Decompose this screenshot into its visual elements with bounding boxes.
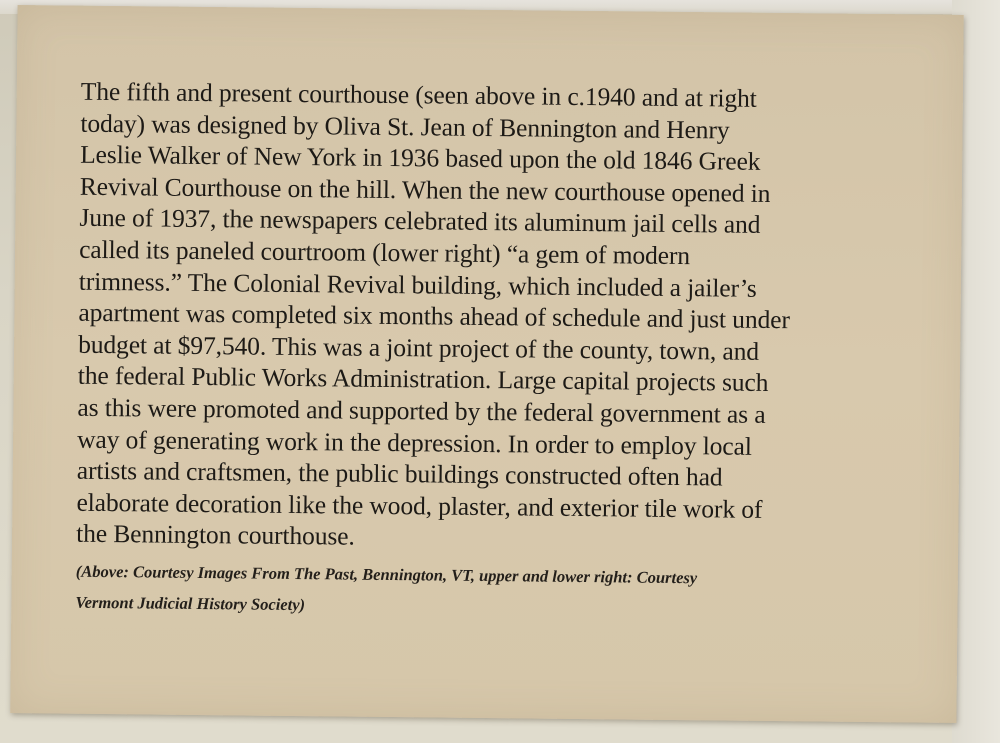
credit-line: (Above: Courtesy Images From The Past, Bennington, VT, upper and lower right: Courtesy xyxy=(75,561,698,588)
body-line: way of generating work in the depression. In order to employ local xyxy=(77,424,752,461)
body-line: the federal Public Works Administration. Large capital projects such xyxy=(77,361,769,398)
photo-credit xyxy=(75,556,916,627)
body-line: trimness.” The Colonial Revival building, which included a jailer’s xyxy=(78,266,757,303)
body-line: The fifth and present courthouse (seen above in c.1940 and at right xyxy=(80,76,757,113)
plaque-text xyxy=(75,76,921,627)
body-line: the Bennington courthouse. xyxy=(76,519,355,551)
museum-plaque xyxy=(10,5,963,723)
body-line: today) was designed by Oliva St. Jean of Bennington and Henry xyxy=(80,108,730,145)
body-line: artists and craftsmen, the public buildings constructed often had xyxy=(76,455,723,492)
body-line: apartment was completed six months ahead of schedule and just under xyxy=(78,297,790,335)
body-line: elaborate decoration like the wood, plaster, and exterior tile work of xyxy=(76,487,763,524)
body-line: Leslie Walker of New York in 1936 based upon the old 1846 Greek xyxy=(80,139,761,177)
body-line: as this were promoted and supported by the federal government as a xyxy=(77,392,766,429)
body-line: Revival Courthouse on the hill. When the new courthouse opened in xyxy=(79,171,771,208)
credit-line: Vermont Judicial History Society) xyxy=(75,592,306,615)
body-line: June of 1937, the newspapers celebrated its aluminum jail cells and xyxy=(79,203,761,240)
body-line: budget at $97,540. This was a joint project of the county, town, and xyxy=(78,329,760,366)
body-line: called its paneled courtroom (lower right) “a gem of modern xyxy=(79,234,691,271)
plaque-body xyxy=(76,76,921,559)
